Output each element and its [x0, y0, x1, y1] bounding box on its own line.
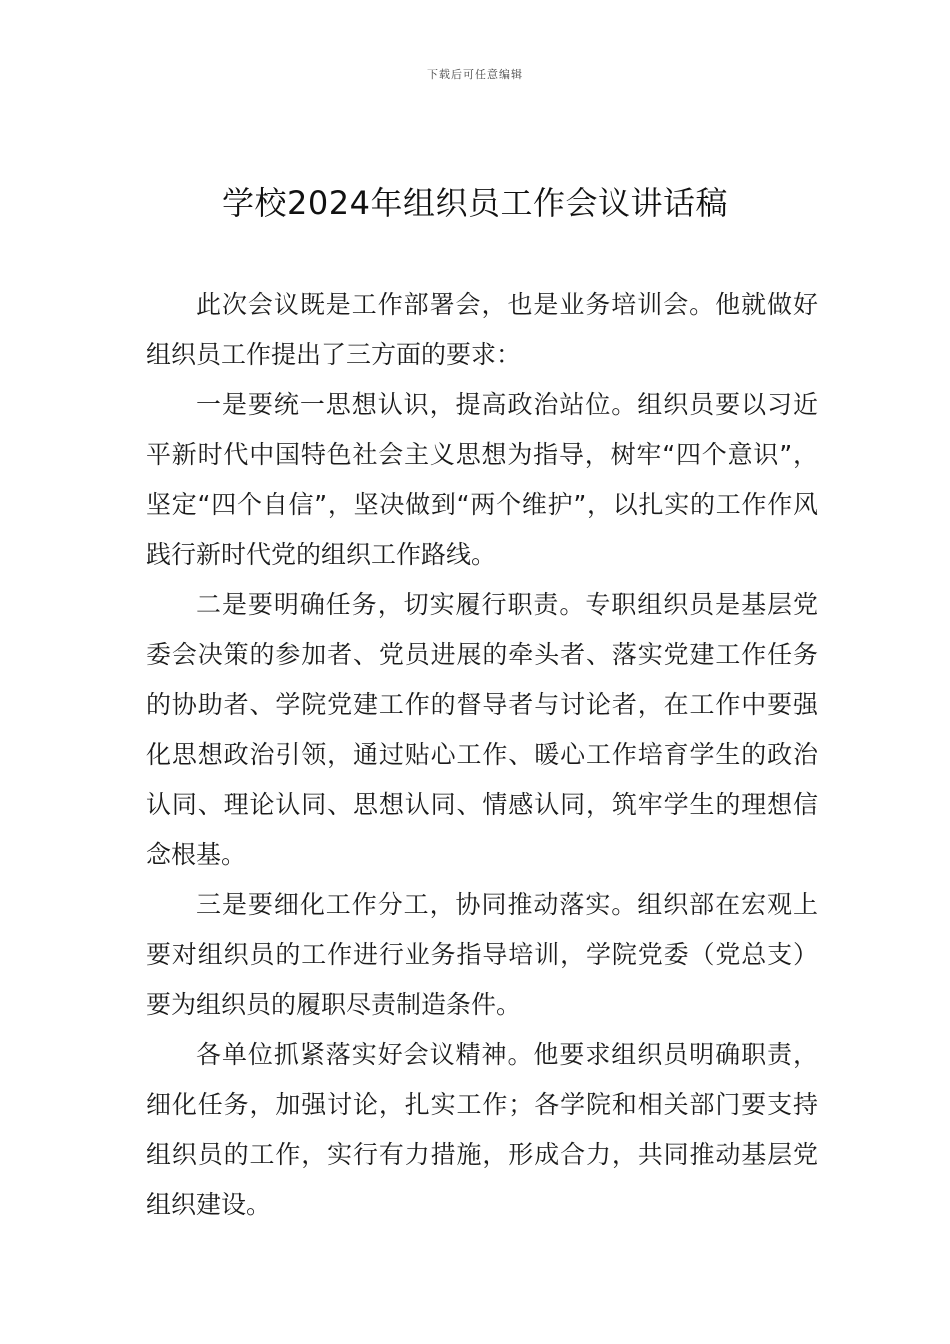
header-note: 下载后可任意编辑 [427, 68, 523, 81]
document-body [146, 280, 818, 1230]
paragraph-point-one: 一是要统一思想认识，提高政治站位。组织员要以习近平新时代中国特色社会主义思想为指导，树牢“四个意识”，坚定“四个自信”，坚决做到“两个维护”，以扎实的工作作风践行新时代党的组织工作路线。 [146, 390, 818, 569]
paragraph-point-two: 二是要明确任务，切实履行职责。专职组织员是基层党委会决策的参加者、党员进展的牵头者、落实党建工作任务的协助者、学院党建工作的督导者与讨论者，在工作中要强化思想政治引领，通过贴心工作、暖心工作培育学生的政治认同、理论认同、思想认同、情感认同，筑牢学生的理想信念根基。 [146, 590, 818, 869]
paragraph-conclusion: 各单位抓紧落实好会议精神。他要求组织员明确职责，细化任务，加强讨论，扎实工作；各学院和相关部门要支持组织员的工作，实行有力措施，形成合力，共同推动基层党组织建设。 [146, 1040, 818, 1219]
paragraph-point-three: 三是要细化工作分工，协同推动落实。组织部在宏观上要对组织员的工作进行业务指导培训，学院党委（党总支）要为组织员的履职尽责制造条件。 [146, 890, 818, 1019]
paragraph-intro: 此次会议既是工作部署会，也是业务培训会。他就做好组织员工作提出了三方面的要求： [146, 290, 818, 369]
document-title: 学校2024年组织员工作会议讲话稿 [222, 184, 728, 222]
